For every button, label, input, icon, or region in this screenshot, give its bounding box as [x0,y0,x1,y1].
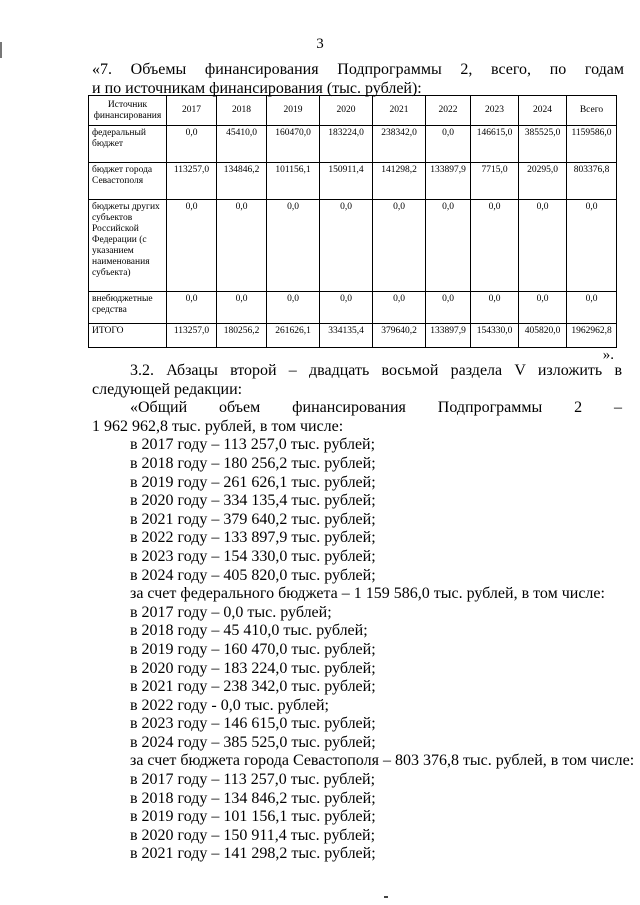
value-cell: 1159586,0 [567,126,617,163]
value-cell: 0,0 [519,200,567,292]
value-cell: 0,0 [320,200,373,292]
total-line-2: 1 962 962,8 тыс. рублей, в том числе: [92,417,344,435]
value-cell: 160470,0 [267,126,320,163]
intro-paragraph: 3.2. Абзацы второй – двадцать восьмой раздела V изложить в следующей редакции: [92,362,622,398]
table-row [89,292,617,324]
source-cell: федеральный бюджет [89,126,167,163]
table-header-row [89,96,617,126]
value-cell: 0,0 [267,292,320,324]
value-cell: 0,0 [567,200,617,292]
value-cell: 0,0 [471,200,519,292]
list-item: в 2020 году – 183 224,0 тыс. рублей; [130,659,376,677]
header-cell: 2024 [519,96,567,126]
list-item: в 2017 году – 113 257,0 тыс. рублей; [130,436,376,454]
list-item: в 2024 году – 405 820,0 тыс. рублей; [130,566,376,584]
list-item: в 2022 году – 133 897,9 тыс. рублей; [130,529,376,547]
page-number: 3 [316,36,324,52]
list-item: в 2020 году – 334 135,4 тыс. рублей; [130,492,376,510]
list-item: в 2020 году – 150 911,4 тыс. рублей; [130,826,376,844]
value-cell: 0,0 [217,292,267,324]
list-item: в 2019 году – 261 626,1 тыс. рублей; [130,473,376,491]
total-line-1: «Общий объем финансирования Подпрограммы 2 – [130,399,622,417]
table-row-total [89,324,617,348]
value-cell: 0,0 [519,292,567,324]
value-cell: 0,0 [217,200,267,292]
value-cell: 0,0 [426,292,471,324]
value-cell: 0,0 [426,126,471,163]
header-cell: Источник финансирования [89,96,167,126]
list-item: в 2021 году – 238 342,0 тыс. рублей; [130,678,376,696]
list-item: за счет бюджета города Севастополя – 803 376,8 тыс. рублей, в том числе: [130,752,635,770]
value-cell: 379640,2 [373,324,426,348]
table-row [89,126,617,163]
value-cell: 334135,4 [320,324,373,348]
list-item: в 2017 году – 113 257,0 тыс. рублей; [130,771,376,789]
page-bottom-mark [384,896,388,898]
value-cell: 0,0 [320,292,373,324]
value-cell: 0,0 [167,126,217,163]
header-cell: 2020 [320,96,373,126]
value-cell: 134846,2 [217,163,267,200]
value-cell: 20295,0 [519,163,567,200]
list-item: в 2021 году – 141 298,2 тыс. рублей; [130,845,376,863]
value-cell: 154330,0 [471,324,519,348]
list-item: в 2017 году – 0,0 тыс. рублей; [130,603,332,621]
value-cell: 113257,0 [167,163,217,200]
value-cell: 180256,2 [217,324,267,348]
value-cell: 0,0 [567,292,617,324]
value-cell: 803376,8 [567,163,617,200]
header-cell: 2019 [267,96,320,126]
list-item: в 2023 году – 154 330,0 тыс. рублей; [130,547,376,565]
header-cell: 2022 [426,96,471,126]
table-row [89,163,617,200]
list-item: в 2018 году – 180 256,2 тыс. рублей; [130,454,376,472]
value-cell: 405820,0 [519,324,567,348]
value-cell: 0,0 [373,200,426,292]
list-item: в 2022 году - 0,0 тыс. рублей; [130,696,329,714]
list-item: в 2018 году – 134 846,2 тыс. рублей; [130,789,376,807]
table-closing-quote: ». [602,347,614,363]
value-cell: 150911,4 [320,163,373,200]
table-row [89,200,617,292]
value-cell: 1962962,8 [567,324,617,348]
value-cell: 0,0 [167,292,217,324]
heading-line-1: «7. Объемы финансирования Подпрограммы 2, всего, по годам [92,61,624,78]
header-cell: 2018 [217,96,267,126]
value-cell: 0,0 [267,200,320,292]
value-cell: 183224,0 [320,126,373,163]
value-cell: 0,0 [426,200,471,292]
value-cell: 385525,0 [519,126,567,163]
heading-line-2: и по источникам финансирования (тыс. рублей): [92,80,422,97]
source-cell: ИТОГО [89,324,167,348]
list-item: в 2021 году – 379 640,2 тыс. рублей; [130,510,376,528]
value-cell: 45410,0 [217,126,267,163]
list-item: в 2019 году – 101 156,1 тыс. рублей; [130,808,376,826]
value-cell: 101156,1 [267,163,320,200]
value-cell: 238342,0 [373,126,426,163]
source-cell: внебюджетные средства [89,292,167,324]
value-cell: 146615,0 [471,126,519,163]
list-item: в 2023 году – 146 615,0 тыс. рублей; [130,715,376,733]
financing-table [88,95,617,348]
value-cell: 141298,2 [373,163,426,200]
value-cell: 0,0 [167,200,217,292]
value-cell: 261626,1 [267,324,320,348]
header-cell: 2023 [471,96,519,126]
list-item: в 2019 году – 160 470,0 тыс. рублей; [130,640,376,658]
value-cell: 113257,0 [167,324,217,348]
list-item: за счет федерального бюджета – 1 159 586,0 тыс. рублей, в том числе: [130,585,605,603]
source-cell: бюджет города Севастополя [89,163,167,200]
value-cell: 0,0 [373,292,426,324]
header-cell: 2017 [167,96,217,126]
table-heading [92,60,624,98]
header-cell: Всего [567,96,617,126]
source-cell: бюджеты других субъектов Российской Федерации (с указанием наименования субъекта) [89,200,167,292]
section-text [92,362,635,864]
header-cell: 2021 [373,96,426,126]
value-cell: 7715,0 [471,163,519,200]
list-item: в 2018 году – 45 410,0 тыс. рублей; [130,622,368,640]
value-cell: 133897,9 [426,324,471,348]
value-cell: 133897,9 [426,163,471,200]
value-cell: 0,0 [471,292,519,324]
list-item: в 2024 году – 385 525,0 тыс. рублей; [130,733,376,751]
